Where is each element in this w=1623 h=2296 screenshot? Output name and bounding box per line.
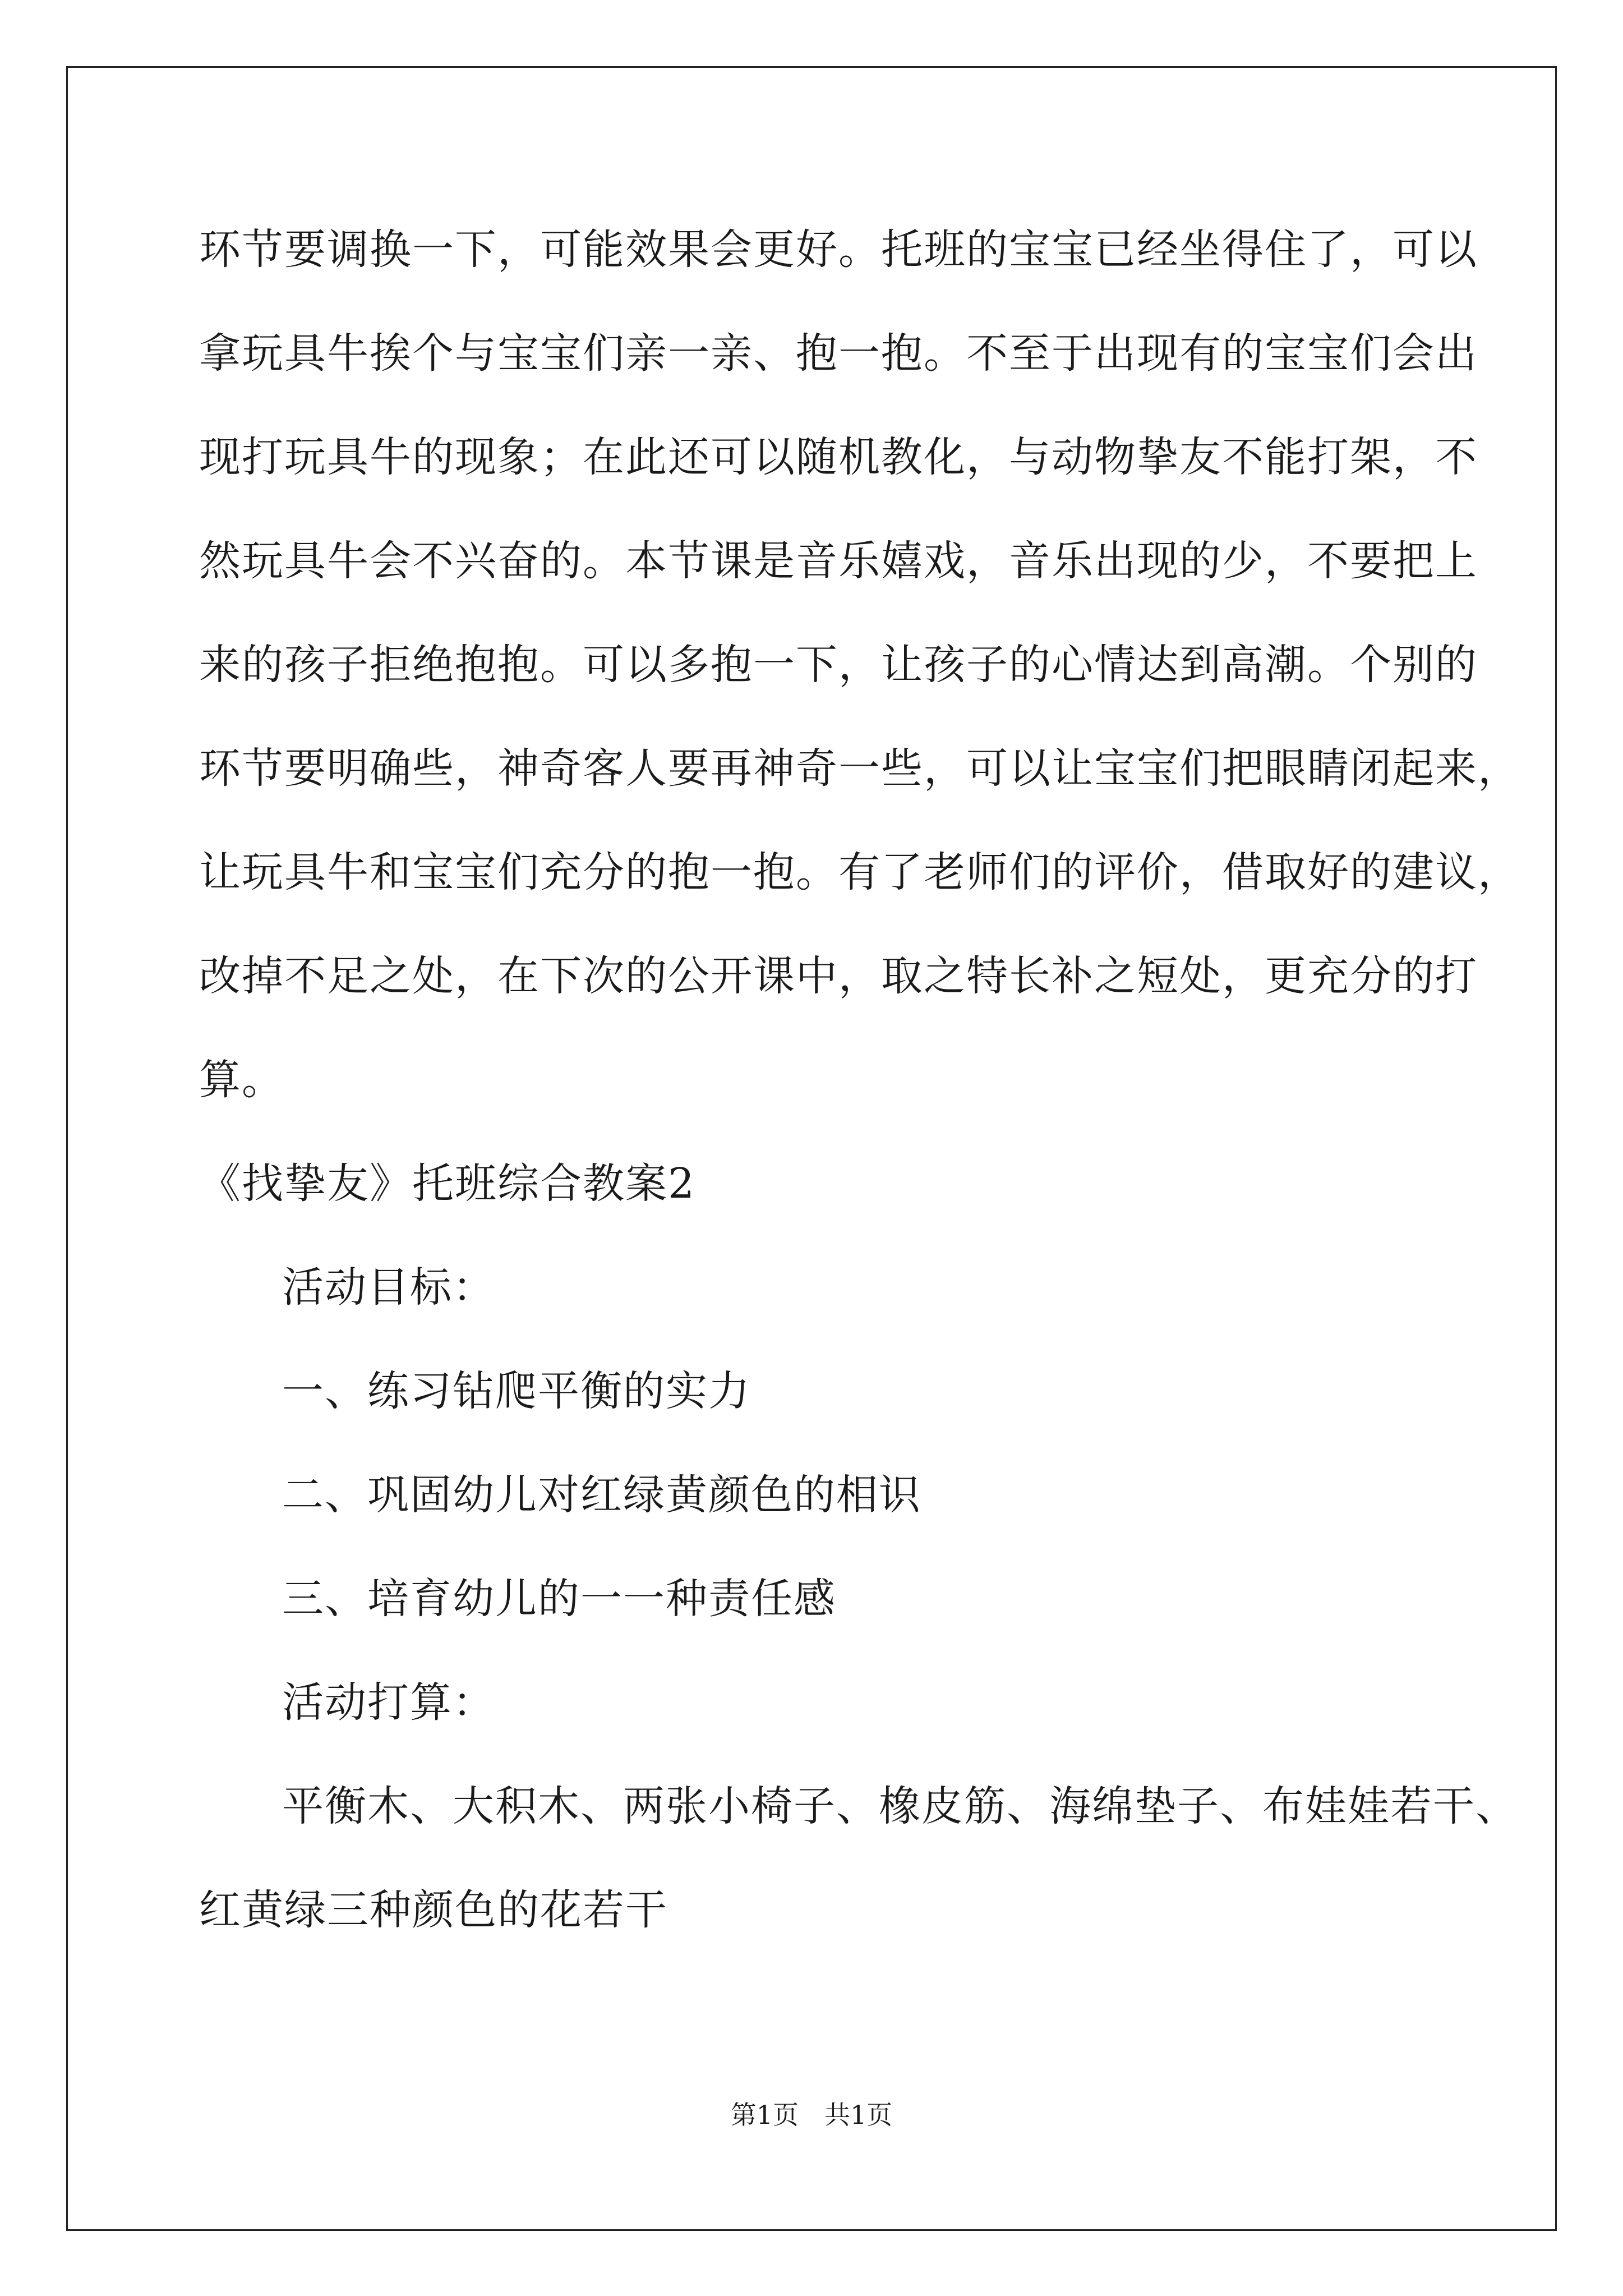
body-text-line: 然玩具牛会不兴奋的。本节课是音乐嬉戏，音乐出现的少，不要把上 xyxy=(199,537,1478,585)
goal-item: 三、培育幼儿的一一种责任感 xyxy=(282,1575,836,1623)
goal-item: 二、巩固幼儿对红绿黄颜色的相识 xyxy=(282,1471,921,1519)
body-text-line: 环节要明确些，神奇客人要再神奇一些，可以让宝宝们把眼睛闭起来， xyxy=(199,744,1520,793)
goals-heading: 活动目标： xyxy=(282,1263,495,1312)
body-text-line: 算。 xyxy=(199,1056,284,1104)
goal-item: 一、练习钻爬平衡的实力 xyxy=(282,1367,751,1415)
body-text-line: 让玩具牛和宝宝们充分的抱一抱。有了老师们的评价，借取好的建议， xyxy=(199,848,1520,896)
body-text-line: 现打玩具牛的现象；在此还可以随机教化，与动物挚友不能打架，不 xyxy=(199,433,1478,481)
body-text-line: 拿玩具牛挨个与宝宝们亲一亲、抱一抱。不至于出现有的宝宝们会出 xyxy=(199,329,1478,378)
section-title: 《找挚友》托班综合教案2 xyxy=(199,1159,696,1208)
prep-text-line: 红黄绿三种颜色的花若干 xyxy=(199,1886,668,1934)
body-text-line: 改掉不足之处，在下次的公开课中，取之特长补之短处，更充分的打 xyxy=(199,952,1478,1000)
prep-text-line: 平衡木、大积木、两张小椅子、橡皮筋、海绵垫子、布娃娃若干、 xyxy=(282,1782,1518,1830)
page-number-footer: 第1页 共1页 xyxy=(730,2100,893,2130)
body-text-line: 来的孩子拒绝抱抱。可以多抱一下，让孩子的心情达到高潮。个别的 xyxy=(199,641,1478,689)
prep-heading: 活动打算： xyxy=(282,1678,495,1727)
body-text-line: 环节要调换一下，可能效果会更好。托班的宝宝已经坐得住了，可以 xyxy=(199,226,1478,274)
